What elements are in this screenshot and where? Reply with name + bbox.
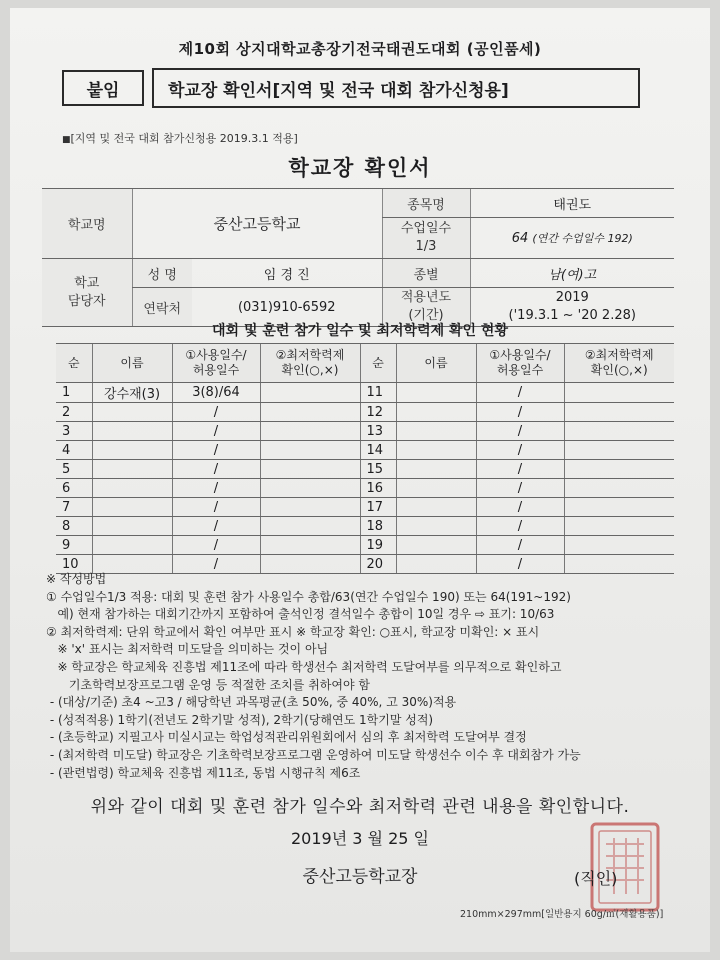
row-name	[396, 403, 476, 422]
row-days: /	[172, 536, 260, 555]
col-min-line1: ②최저학력제	[275, 348, 345, 362]
paper-spec-footer: 210mm×297mm[일반용지 60g/㎡(재활용품)]	[460, 909, 664, 920]
row-days: /	[172, 403, 260, 422]
instruction-line: 기초학력보장프로그램 운영 등 적절한 조치를 취하여야 함	[46, 677, 370, 692]
row-days: /	[172, 555, 260, 574]
instructions-heading: ※ 작성방법	[46, 572, 107, 586]
apply-year: 2019	[555, 290, 589, 305]
row-name	[396, 460, 476, 479]
row-days: 3(8)/64	[172, 383, 260, 403]
col-min-line2: 확인(○,×)	[281, 363, 339, 377]
contact-name: 임 경 진	[192, 259, 382, 288]
col-days-2-line1: ①사용일수/	[489, 348, 551, 362]
apply-year-label-line2: (기간)	[408, 308, 444, 323]
apply-period: ('19.3.1 ~ '20 2.28)	[508, 308, 636, 323]
participation-row	[56, 441, 674, 460]
col-days	[172, 344, 260, 383]
apply-year-label-line1: 적용년도	[400, 290, 452, 305]
contact-label-line1: 학교	[74, 275, 100, 291]
col-min-2	[564, 344, 674, 383]
col-min-2-line1: ②최저학력제	[584, 348, 654, 362]
col-min	[260, 344, 360, 383]
name-label: 성 명	[132, 259, 192, 288]
participation-row	[56, 517, 674, 536]
row-name	[396, 517, 476, 536]
row-name	[92, 479, 172, 498]
gender-value: 남(여)고	[470, 259, 674, 288]
instruction-line: ※ 학교장은 학교체육 진흥법 제11조에 따라 학생선수 최저학력 도달여부를 의무적으로 확인하고	[46, 659, 562, 674]
participation-row	[56, 536, 674, 555]
row-no: 15	[360, 460, 396, 479]
row-min-check	[564, 498, 674, 517]
row-name: 강수재(3)	[92, 383, 172, 403]
phone-value: (031)910-6592	[192, 288, 382, 327]
school-label: 학교명	[42, 189, 132, 259]
row-days: /	[476, 536, 564, 555]
col-min-2-line2: 확인(○,×)	[590, 363, 648, 377]
row-no: 6	[56, 479, 92, 498]
sport-value: 태권도	[470, 189, 674, 218]
participation-row	[56, 479, 674, 498]
col-name-2: 이름	[396, 344, 476, 383]
row-min-check	[564, 479, 674, 498]
school-info-table	[42, 188, 674, 327]
row-name	[92, 422, 172, 441]
phone-label: 연락처	[132, 288, 192, 327]
row-min-check	[564, 422, 674, 441]
participation-section-title: 대회 및 훈련 참가 일수 및 최저학력제 확인 현황	[212, 323, 508, 339]
row-name	[92, 403, 172, 422]
row-no: 9	[56, 536, 92, 555]
class-days-note: (연간 수업일수 192)	[532, 232, 633, 245]
col-days-2	[476, 344, 564, 383]
participation-row	[56, 498, 674, 517]
row-min-check	[260, 441, 360, 460]
row-no: 11	[360, 383, 396, 403]
row-no: 19	[360, 536, 396, 555]
row-no: 14	[360, 441, 396, 460]
instruction-line: - (관련법령) 학교체육 진흥법 제11조, 동법 시행규칙 제6조	[46, 765, 361, 780]
square-bullet-icon: ■	[62, 135, 71, 145]
row-no: 10	[56, 555, 92, 574]
row-name	[396, 479, 476, 498]
row-min-check	[260, 460, 360, 479]
instruction-line: ① 수업일수1/3 적용: 대회 및 훈련 참가 사용일수 총합/63(연간 수업일수 190) 또는 64(191~192)	[46, 589, 571, 604]
col-days-2-line2: 허용일수	[496, 363, 544, 377]
row-days: /	[172, 441, 260, 460]
row-days: /	[172, 498, 260, 517]
row-no: 16	[360, 479, 396, 498]
row-no: 20	[360, 555, 396, 574]
event-title: 제10회 상지대학교총장기전국태권도대회 (공인품세)	[178, 40, 542, 58]
row-min-check	[564, 403, 674, 422]
row-no: 12	[360, 403, 396, 422]
row-min-check	[260, 403, 360, 422]
participation-row	[56, 403, 674, 422]
row-min-check	[260, 422, 360, 441]
confirmation-statement: 위와 같이 대회 및 훈련 참가 일수와 최저학력 관련 내용을 확인합니다.	[90, 797, 630, 817]
row-no: 7	[56, 498, 92, 517]
row-min-check	[260, 498, 360, 517]
row-days: /	[476, 517, 564, 536]
certificate-title: 학교장 확인서	[288, 156, 432, 180]
participation-header-row	[56, 344, 674, 383]
row-days: /	[172, 517, 260, 536]
row-name	[92, 498, 172, 517]
participation-row	[56, 460, 674, 479]
row-name	[396, 422, 476, 441]
row-min-check	[564, 517, 674, 536]
row-no: 2	[56, 403, 92, 422]
row-days: /	[476, 555, 564, 574]
row-name	[92, 460, 172, 479]
row-no: 8	[56, 517, 92, 536]
row-no: 3	[56, 422, 92, 441]
row-name	[92, 441, 172, 460]
row-days: /	[476, 479, 564, 498]
row-days: /	[476, 403, 564, 422]
col-days-line2: 허용일수	[192, 363, 240, 377]
contact-label-line2: 담당자	[67, 293, 106, 309]
contact-person-label	[42, 259, 132, 327]
instruction-line: 예) 현재 참가하는 대회기간까지 포함하여 출석인정 결석일수 총합이 10일 경우 ⇨ 표기: 10/63	[46, 607, 555, 622]
row-min-check	[564, 460, 674, 479]
participation-row	[56, 383, 674, 403]
row-name	[92, 536, 172, 555]
row-min-check	[564, 536, 674, 555]
row-name	[396, 498, 476, 517]
row-days: /	[476, 460, 564, 479]
col-days-line1: ①사용일수/	[185, 348, 247, 362]
confirmation-date: 2019년 3 월 25 일	[291, 829, 429, 848]
row-no: 18	[360, 517, 396, 536]
row-days: /	[476, 383, 564, 403]
row-days: /	[476, 441, 564, 460]
writing-instructions	[46, 571, 686, 782]
instruction-line: ② 최저학력제: 단위 학교에서 확인 여부만 표시 ※ 학교장 확인: ○표시, 학교장 미확인: × 표시	[46, 624, 540, 639]
form-note-text: [지역 및 전국 대회 참가신청용 2019.3.1 적용]	[70, 132, 298, 145]
instruction-line: - (최저학력 미도달) 학교장은 기초학력보장프로그램 운영하여 미도달 학생선수 이수 후 대회참가 가능	[46, 747, 581, 762]
class-days-label	[382, 218, 470, 259]
row-no: 4	[56, 441, 92, 460]
instruction-line: ※ 'x' 표시는 최저학력 미도달을 의미하는 것이 아님	[46, 642, 329, 657]
form-applicability-note	[62, 130, 298, 146]
row-days: /	[172, 422, 260, 441]
row-days: /	[476, 422, 564, 441]
class-days-label-line1: 수업일수	[400, 221, 452, 236]
row-min-check	[260, 536, 360, 555]
sport-label: 종목명	[382, 189, 470, 218]
row-min-check	[564, 441, 674, 460]
row-name	[396, 383, 476, 403]
row-days: /	[172, 460, 260, 479]
row-min-check	[260, 479, 360, 498]
col-no: 순	[56, 344, 92, 383]
row-days: /	[172, 479, 260, 498]
row-days: /	[476, 498, 564, 517]
instruction-line: - (초등학교) 지필고사 미실시교는 학업성적관리위원회에서 심의 후 최저학력 도달여부 결정	[46, 730, 527, 745]
row-min-check	[260, 383, 360, 403]
attachment-badge: 붙임	[62, 70, 144, 106]
instruction-line: - (성적적용) 1학기(전년도 2학기말 성적), 2학기(당해연도 1학기말 성적)	[46, 712, 434, 727]
gender-label: 종별	[382, 259, 470, 288]
participation-row	[56, 422, 674, 441]
col-no-2: 순	[360, 344, 396, 383]
row-no: 5	[56, 460, 92, 479]
seal-label: (직인)	[574, 869, 618, 888]
principal-title: 중산고등학교장	[302, 867, 418, 887]
col-name: 이름	[92, 344, 172, 383]
document-title: 학교장 확인서[지역 및 전국 대회 참가신청용]	[152, 68, 640, 108]
school-name: 중산고등학교	[132, 189, 382, 259]
instruction-line: - (대상/기준) 초4 ~고3 / 해당학년 과목평균(초 50%, 중 40%, 고 30%)적용	[46, 695, 457, 710]
row-name	[92, 517, 172, 536]
class-days-label-line2: 1/3	[415, 239, 437, 254]
class-days-number: 64	[511, 231, 529, 246]
participation-table	[56, 343, 674, 574]
row-min-check	[564, 383, 674, 403]
class-days-value	[470, 218, 674, 259]
row-no: 13	[360, 422, 396, 441]
row-name	[396, 536, 476, 555]
row-no: 1	[56, 383, 92, 403]
row-name	[396, 441, 476, 460]
row-no: 17	[360, 498, 396, 517]
row-min-check	[260, 517, 360, 536]
